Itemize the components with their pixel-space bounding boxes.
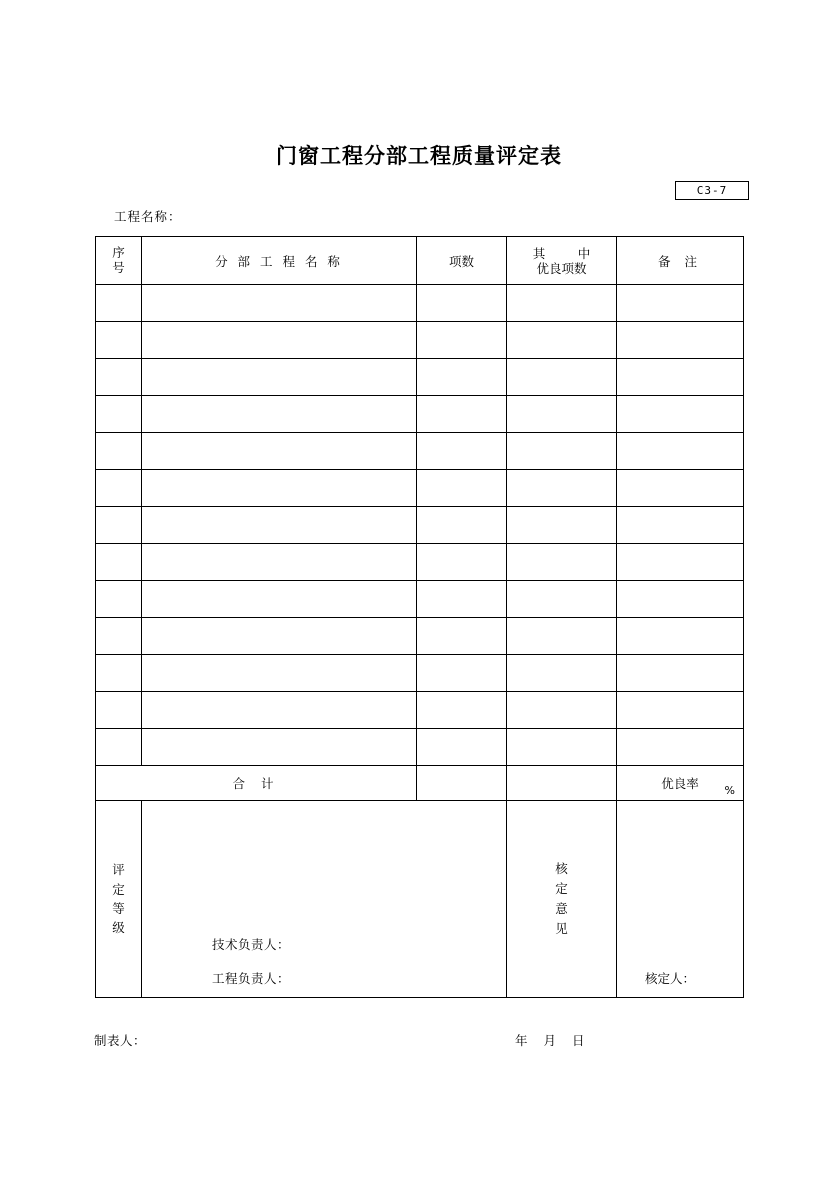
- cell-seq[interactable]: [96, 692, 142, 729]
- good-rate-unit: %: [724, 784, 735, 797]
- total-row: [96, 766, 744, 801]
- cell-name[interactable]: [142, 692, 417, 729]
- grade-label-stack: [96, 860, 141, 938]
- cell-remark[interactable]: [617, 729, 744, 766]
- cell-good[interactable]: [507, 322, 617, 359]
- table-row: [96, 729, 744, 766]
- column-header-seq-line2: 号: [112, 259, 125, 275]
- cell-good[interactable]: [507, 618, 617, 655]
- cell-good[interactable]: [507, 470, 617, 507]
- grade-label-char-2: 定: [112, 881, 125, 897]
- cell-remark[interactable]: [617, 396, 744, 433]
- cell-count[interactable]: [417, 618, 507, 655]
- cell-seq[interactable]: [96, 433, 142, 470]
- cell-name[interactable]: [142, 655, 417, 692]
- cell-count[interactable]: [417, 729, 507, 766]
- total-count-value[interactable]: [417, 766, 507, 801]
- cell-seq[interactable]: [96, 470, 142, 507]
- cell-count[interactable]: [417, 655, 507, 692]
- opinion-label-char-4: 见: [555, 921, 568, 936]
- opinion-label-char-3: 意: [555, 901, 568, 916]
- cell-count[interactable]: [417, 433, 507, 470]
- grade-label-char-3: 等: [112, 901, 125, 916]
- column-header-seq-line1: 序: [112, 245, 125, 261]
- quality-evaluation-table: [95, 236, 744, 998]
- cell-name[interactable]: [142, 433, 417, 470]
- cell-name[interactable]: [142, 729, 417, 766]
- cell-seq[interactable]: [96, 359, 142, 396]
- cell-count[interactable]: [417, 544, 507, 581]
- good-rate-label: 优良率: [661, 776, 699, 791]
- grade-label-char-4: 级: [112, 920, 125, 936]
- cell-count[interactable]: [417, 285, 507, 322]
- good-rate-cell[interactable]: [617, 766, 744, 801]
- cell-good[interactable]: [507, 285, 617, 322]
- cell-count[interactable]: [417, 581, 507, 618]
- table-body: [96, 285, 744, 998]
- column-header-good-line1: 其 中: [532, 245, 601, 261]
- table-row: [96, 581, 744, 618]
- form-code-badge: C3-7: [675, 181, 749, 200]
- total-label: 合 计: [96, 766, 417, 801]
- project-name-label: 工程名称：: [114, 209, 182, 224]
- cell-remark[interactable]: [617, 618, 744, 655]
- cell-good[interactable]: [507, 544, 617, 581]
- date-label: 年 月 日: [515, 1033, 591, 1048]
- table-row: [96, 544, 744, 581]
- grade-label-char-1: 评: [112, 862, 125, 878]
- cell-seq[interactable]: [96, 729, 142, 766]
- cell-seq[interactable]: [96, 544, 142, 581]
- maker-label: 制表人：: [94, 1033, 147, 1048]
- cell-remark[interactable]: [617, 322, 744, 359]
- cell-remark[interactable]: [617, 692, 744, 729]
- grade-label-cell: [96, 801, 142, 998]
- cell-count[interactable]: [417, 359, 507, 396]
- cell-good[interactable]: [507, 433, 617, 470]
- cell-good[interactable]: [507, 692, 617, 729]
- project-leader-label: 工程负责人：: [212, 971, 291, 986]
- cell-name[interactable]: [142, 322, 417, 359]
- cell-remark[interactable]: [617, 359, 744, 396]
- cell-seq[interactable]: [96, 285, 142, 322]
- opinion-label-char-1: 核: [555, 861, 568, 876]
- cell-remark[interactable]: [617, 433, 744, 470]
- table-row: [96, 618, 744, 655]
- cell-remark[interactable]: [617, 470, 744, 507]
- cell-good[interactable]: [507, 507, 617, 544]
- table-row: [96, 655, 744, 692]
- grade-signature-cell[interactable]: [142, 801, 507, 998]
- cell-name[interactable]: [142, 470, 417, 507]
- cell-name[interactable]: [142, 285, 417, 322]
- table-row: [96, 470, 744, 507]
- cell-name[interactable]: [142, 396, 417, 433]
- column-header-good: [507, 237, 617, 285]
- opinion-label-char-2: 定: [555, 881, 568, 896]
- cell-count[interactable]: [417, 396, 507, 433]
- cell-remark[interactable]: [617, 655, 744, 692]
- cell-seq[interactable]: [96, 396, 142, 433]
- cell-count[interactable]: [417, 322, 507, 359]
- evaluation-block-row: [96, 801, 744, 998]
- cell-seq[interactable]: [96, 507, 142, 544]
- cell-name[interactable]: [142, 618, 417, 655]
- cell-good[interactable]: [507, 729, 617, 766]
- verifier-signature-cell[interactable]: [617, 801, 744, 998]
- table-row: [96, 396, 744, 433]
- table-row: [96, 322, 744, 359]
- column-header-count: 项数: [417, 237, 507, 285]
- table-row: [96, 359, 744, 396]
- table-row: [96, 433, 744, 470]
- cell-seq[interactable]: [96, 581, 142, 618]
- cell-count[interactable]: [417, 470, 507, 507]
- cell-name[interactable]: [142, 507, 417, 544]
- table-header-row: [96, 237, 744, 285]
- column-header-remark: 备 注: [617, 237, 744, 285]
- cell-good[interactable]: [507, 396, 617, 433]
- column-header-name: 分 部 工 程 名 称: [142, 237, 417, 285]
- cell-count[interactable]: [417, 692, 507, 729]
- cell-good[interactable]: [507, 655, 617, 692]
- cell-remark[interactable]: [617, 507, 744, 544]
- table-row: [96, 692, 744, 729]
- table-row: [96, 507, 744, 544]
- verifier-label: 核定人：: [645, 971, 696, 986]
- column-header-seq: [96, 237, 142, 285]
- cell-seq[interactable]: [96, 655, 142, 692]
- opinion-label-stack: [507, 859, 616, 939]
- cell-remark[interactable]: [617, 544, 744, 581]
- table-row: [96, 285, 744, 322]
- cell-remark[interactable]: [617, 285, 744, 322]
- cell-name[interactable]: [142, 359, 417, 396]
- cell-remark[interactable]: [617, 581, 744, 618]
- cell-name[interactable]: [142, 544, 417, 581]
- cell-good[interactable]: [507, 359, 617, 396]
- cell-seq[interactable]: [96, 618, 142, 655]
- opinion-label-cell: [507, 801, 617, 998]
- cell-seq[interactable]: [96, 322, 142, 359]
- tech-leader-label: 技术负责人：: [212, 937, 291, 952]
- total-good-value[interactable]: [507, 766, 617, 801]
- cell-good[interactable]: [507, 581, 617, 618]
- cell-count[interactable]: [417, 507, 507, 544]
- column-header-good-line2: 优良项数: [536, 260, 587, 276]
- cell-name[interactable]: [142, 581, 417, 618]
- page-title: 门窗工程分部工程质量评定表: [276, 144, 562, 168]
